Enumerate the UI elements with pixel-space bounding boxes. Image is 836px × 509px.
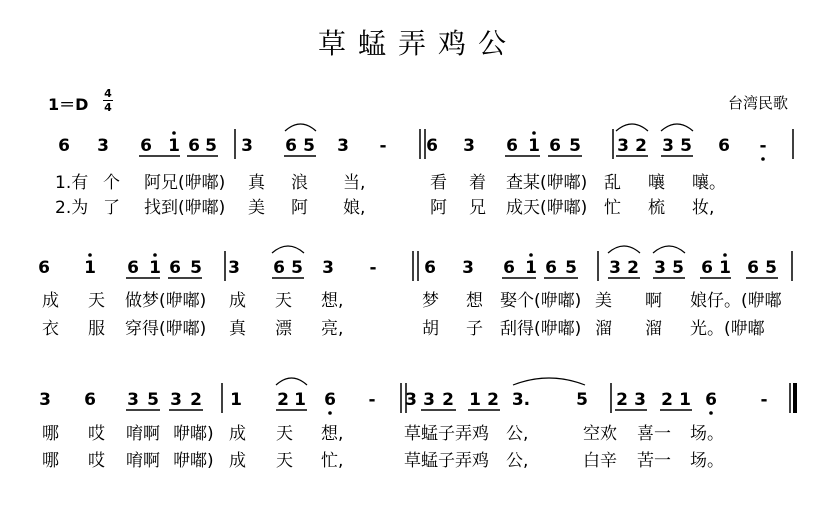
final-bar bbox=[793, 383, 797, 413]
lyric-word: 天 bbox=[88, 291, 105, 311]
note: 6 bbox=[426, 136, 438, 156]
note: 6 bbox=[285, 136, 297, 156]
lyric-word: 空欢 bbox=[583, 424, 617, 444]
note: 3 bbox=[462, 258, 474, 278]
note: 6 bbox=[84, 390, 96, 410]
note: 5 bbox=[672, 258, 684, 278]
note: 1 bbox=[528, 136, 540, 156]
lyric-word: 着 bbox=[469, 173, 486, 193]
note: 5 bbox=[303, 136, 315, 156]
lyric-word: 乱 bbox=[604, 173, 621, 193]
lyric-word: 真 bbox=[229, 319, 246, 339]
note: - bbox=[760, 390, 768, 410]
note: 6 bbox=[58, 136, 70, 156]
lyric-word: 唷啊 bbox=[126, 451, 160, 471]
slur-arc bbox=[653, 246, 685, 253]
lyric-word: 子 bbox=[466, 319, 483, 339]
note: 2 bbox=[635, 136, 647, 156]
note: - bbox=[759, 136, 767, 156]
slur-arc bbox=[276, 378, 307, 385]
lyric-word: 光。(咿嘟 bbox=[690, 319, 765, 339]
note: 1 bbox=[230, 390, 242, 410]
note: 6 bbox=[38, 258, 50, 278]
note: 3 bbox=[170, 390, 182, 410]
high-dot bbox=[532, 131, 536, 135]
note: 6 bbox=[747, 258, 759, 278]
song-title: 草蜢弄鸡公 bbox=[317, 27, 518, 60]
note: 3 bbox=[241, 136, 253, 156]
lyric-word: 兄 bbox=[469, 198, 486, 218]
note: 5 bbox=[190, 258, 202, 278]
lyric-word: 忙 bbox=[604, 198, 621, 218]
lyric-word: 草蜢子弄鸡 bbox=[404, 451, 489, 471]
lyric-word: 苦一 bbox=[637, 451, 671, 471]
lyric-word: 刮得(咿嘟) bbox=[500, 319, 582, 339]
lyric-word: 梳 bbox=[648, 198, 665, 218]
note: 5 bbox=[765, 258, 777, 278]
note: 6 bbox=[545, 258, 557, 278]
lyric-word: 啊 bbox=[645, 291, 662, 311]
lyric-word: 找到(咿嘟) bbox=[144, 198, 226, 218]
note: 2 bbox=[442, 390, 454, 410]
note: 6 bbox=[169, 258, 181, 278]
lyric-word: 成 bbox=[229, 451, 246, 471]
note: 3 bbox=[39, 390, 51, 410]
slur-arc bbox=[608, 246, 640, 253]
note: 5 bbox=[565, 258, 577, 278]
note: 2 bbox=[487, 390, 499, 410]
note: 3 bbox=[228, 258, 240, 278]
lyric-word: 公, bbox=[506, 424, 529, 444]
note: 1 bbox=[679, 390, 691, 410]
note: 3 bbox=[617, 136, 629, 156]
note: 3 bbox=[127, 390, 139, 410]
lyric-word: 美 bbox=[595, 291, 612, 311]
lyric-word: 当, bbox=[343, 173, 366, 193]
lyric-word: 胡 bbox=[422, 319, 439, 339]
slur-arc bbox=[513, 378, 585, 385]
note: 6 bbox=[273, 258, 285, 278]
lyric-word: 白辛 bbox=[583, 451, 617, 471]
low-dot bbox=[709, 411, 713, 415]
note: 5 bbox=[205, 136, 217, 156]
note: 3 bbox=[463, 136, 475, 156]
lyric-word: 漂 bbox=[275, 319, 292, 339]
note: 3 bbox=[634, 390, 646, 410]
lyric-word: 亮, bbox=[321, 319, 344, 339]
lyric-word: 服 bbox=[88, 319, 105, 339]
note: 1 bbox=[294, 390, 306, 410]
note: 5 bbox=[291, 258, 303, 278]
high-dot bbox=[153, 253, 157, 257]
lyric-word: 衣 bbox=[42, 319, 59, 339]
note: - bbox=[379, 136, 387, 156]
lyric-word: 想, bbox=[321, 424, 344, 444]
note: 3 bbox=[662, 136, 674, 156]
lyric-word: 2.为 bbox=[55, 198, 89, 218]
note: 2 bbox=[190, 390, 202, 410]
lyric-word: 做梦(咿嘟) bbox=[125, 291, 207, 311]
note: 1 bbox=[469, 390, 481, 410]
lyric-word: 阿 bbox=[291, 198, 308, 218]
note: 5 bbox=[147, 390, 159, 410]
lyric-word: 穿得(咿嘟) bbox=[125, 319, 207, 339]
note: 6 bbox=[324, 390, 336, 410]
lyric-word: 娘仔。(咿嘟 bbox=[690, 291, 782, 311]
lyric-word: 成 bbox=[229, 424, 246, 444]
note: 5 bbox=[569, 136, 581, 156]
lyric-word: 阿兄(咿嘟) bbox=[144, 173, 226, 193]
note: 6 bbox=[701, 258, 713, 278]
note: 2 bbox=[277, 390, 289, 410]
lyric-word: 个 bbox=[103, 173, 120, 193]
lyric-word: 成 bbox=[42, 291, 59, 311]
lyric-word: 天 bbox=[276, 424, 293, 444]
lyric-word: 嚷。 bbox=[692, 173, 726, 193]
high-dot bbox=[529, 253, 533, 257]
note: 6 bbox=[127, 258, 139, 278]
note: 6 bbox=[705, 390, 717, 410]
lyric-word: 哎 bbox=[88, 424, 105, 444]
lyric-word: 哪 bbox=[42, 424, 59, 444]
lyric-word: 天 bbox=[275, 291, 292, 311]
high-dot bbox=[88, 253, 92, 257]
lyric-word: 天 bbox=[276, 451, 293, 471]
lyric-word: 场。 bbox=[690, 424, 724, 444]
slur-arc bbox=[272, 246, 304, 253]
lyric-word: 美 bbox=[248, 198, 265, 218]
lyric-word: 妆, bbox=[692, 198, 715, 218]
note: 3 bbox=[609, 258, 621, 278]
lyric-word: 想 bbox=[466, 291, 483, 311]
high-dot bbox=[723, 253, 727, 257]
time-top: 4 bbox=[104, 87, 112, 100]
low-dot bbox=[761, 157, 765, 161]
note: 3. bbox=[511, 390, 531, 410]
lyric-word: 娘, bbox=[343, 198, 366, 218]
low-dot bbox=[328, 411, 332, 415]
lyric-word: 成 bbox=[229, 291, 246, 311]
lyric-word: 浪 bbox=[291, 173, 308, 193]
note: 6 bbox=[503, 258, 515, 278]
lyric-word: 了 bbox=[103, 198, 120, 218]
lyric-word: 哎 bbox=[88, 451, 105, 471]
note: 1 bbox=[168, 136, 180, 156]
note: 2 bbox=[616, 390, 628, 410]
slur-arc bbox=[661, 124, 693, 131]
note: 5 bbox=[576, 390, 588, 410]
note: - bbox=[368, 390, 376, 410]
note: 3 bbox=[654, 258, 666, 278]
lyric-word: 梦 bbox=[422, 291, 439, 311]
lyric-word: 溜 bbox=[645, 319, 662, 339]
note: 6 bbox=[506, 136, 518, 156]
time-bottom: 4 bbox=[104, 101, 112, 114]
lyric-word: 阿 bbox=[430, 198, 447, 218]
note: 3 bbox=[322, 258, 334, 278]
lyric-word: 公, bbox=[506, 451, 529, 471]
note: - bbox=[369, 258, 377, 278]
lyric-word: 查某(咿嘟) bbox=[506, 173, 588, 193]
note: 3 bbox=[405, 390, 417, 410]
note: 6 bbox=[718, 136, 730, 156]
note: 3 bbox=[423, 390, 435, 410]
note: 1 bbox=[84, 258, 96, 278]
note: 2 bbox=[661, 390, 673, 410]
note: 6 bbox=[140, 136, 152, 156]
note: 5 bbox=[680, 136, 692, 156]
note: 3 bbox=[97, 136, 109, 156]
lyric-word: 看 bbox=[430, 173, 447, 193]
lyric-word: 喜一 bbox=[637, 424, 671, 444]
lyric-word: 草蜢子弄鸡 bbox=[404, 424, 489, 444]
note: 6 bbox=[188, 136, 200, 156]
lyric-word: 哪 bbox=[42, 451, 59, 471]
lyric-word: 娶个(咿嘟) bbox=[500, 291, 582, 311]
note: 6 bbox=[424, 258, 436, 278]
lyric-word: 咿嘟) bbox=[173, 451, 214, 471]
high-dot bbox=[172, 131, 176, 135]
lyric-word: 溜 bbox=[595, 319, 612, 339]
slur-arc bbox=[285, 124, 316, 131]
lyric-word: 成天(咿嘟) bbox=[506, 198, 588, 218]
note: 1 bbox=[525, 258, 537, 278]
lyric-word: 想, bbox=[321, 291, 344, 311]
note: 1 bbox=[719, 258, 731, 278]
slur-arc bbox=[616, 124, 648, 131]
note: 2 bbox=[627, 258, 639, 278]
lyric-word: 忙, bbox=[321, 451, 344, 471]
note: 6 bbox=[549, 136, 561, 156]
lyric-word: 真 bbox=[248, 173, 265, 193]
note: 3 bbox=[337, 136, 349, 156]
song-origin: 台湾民歌 bbox=[727, 94, 788, 112]
note: 1 bbox=[149, 258, 161, 278]
lyric-word: 唷啊 bbox=[126, 424, 160, 444]
lyric-word: 嚷 bbox=[648, 173, 665, 193]
key-signature: 1＝D bbox=[48, 95, 89, 114]
lyric-word: 咿嘟) bbox=[173, 424, 214, 444]
lyric-word: 场。 bbox=[690, 451, 724, 471]
lyric-word: 1.有 bbox=[55, 173, 89, 193]
